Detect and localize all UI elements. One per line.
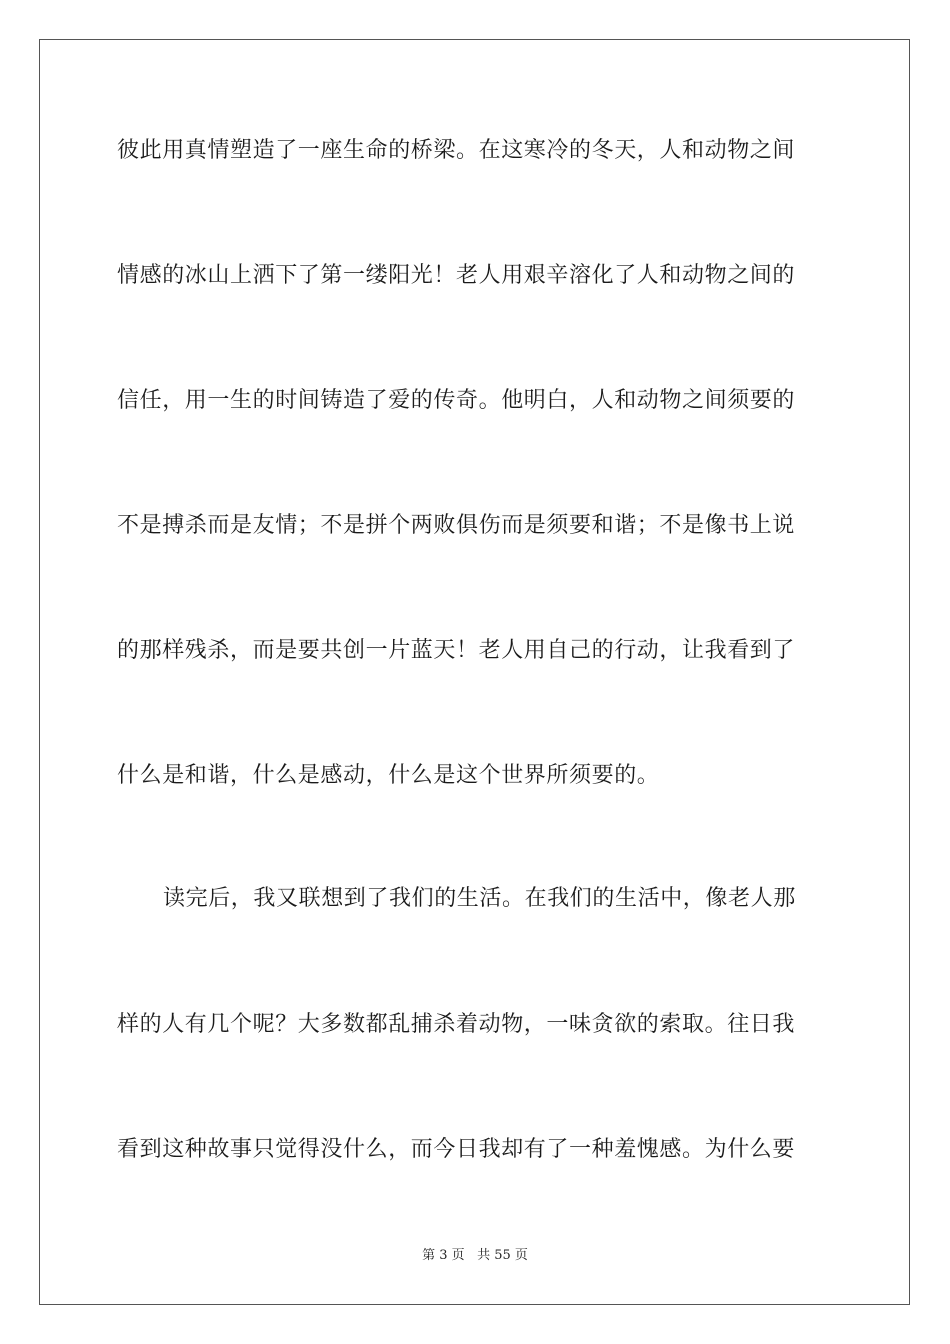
text-line-paragraph-start: 读完后，我又联想到了我们的生活。在我们的生活中，像老人那	[163, 886, 796, 911]
page-number: 第 3 页	[422, 1248, 465, 1263]
text-line: 样的人有几个呢？大多数都乱捕杀着动物，一味贪欲的索取。往日我	[117, 1012, 796, 1037]
text-line: 的那样残杀，而是要共创一片蓝天！老人用自己的行动，让我看到了	[117, 638, 796, 663]
text-line: 不是搏杀而是友情；不是拼个两败俱伤而是须要和谐；不是像书上说	[117, 513, 796, 538]
page-border	[39, 39, 910, 1305]
total-pages: 共 55 页	[477, 1248, 528, 1263]
text-line: 看到这种故事只觉得没什么，而今日我却有了一种羞愧感。为什么要	[117, 1137, 796, 1162]
text-line: 情感的冰山上洒下了第一缕阳光！老人用艰辛溶化了人和动物之间的	[117, 263, 796, 288]
text-line: 信任，用一生的时间铸造了爱的传奇。他明白，人和动物之间须要的	[117, 388, 796, 413]
text-line: 彼此用真情塑造了一座生命的桥梁。在这寒冷的冬天，人和动物之间	[117, 138, 796, 163]
page-footer	[0, 1244, 950, 1263]
text-line: 什么是和谐，什么是感动，什么是这个世界所须要的。	[117, 763, 660, 788]
